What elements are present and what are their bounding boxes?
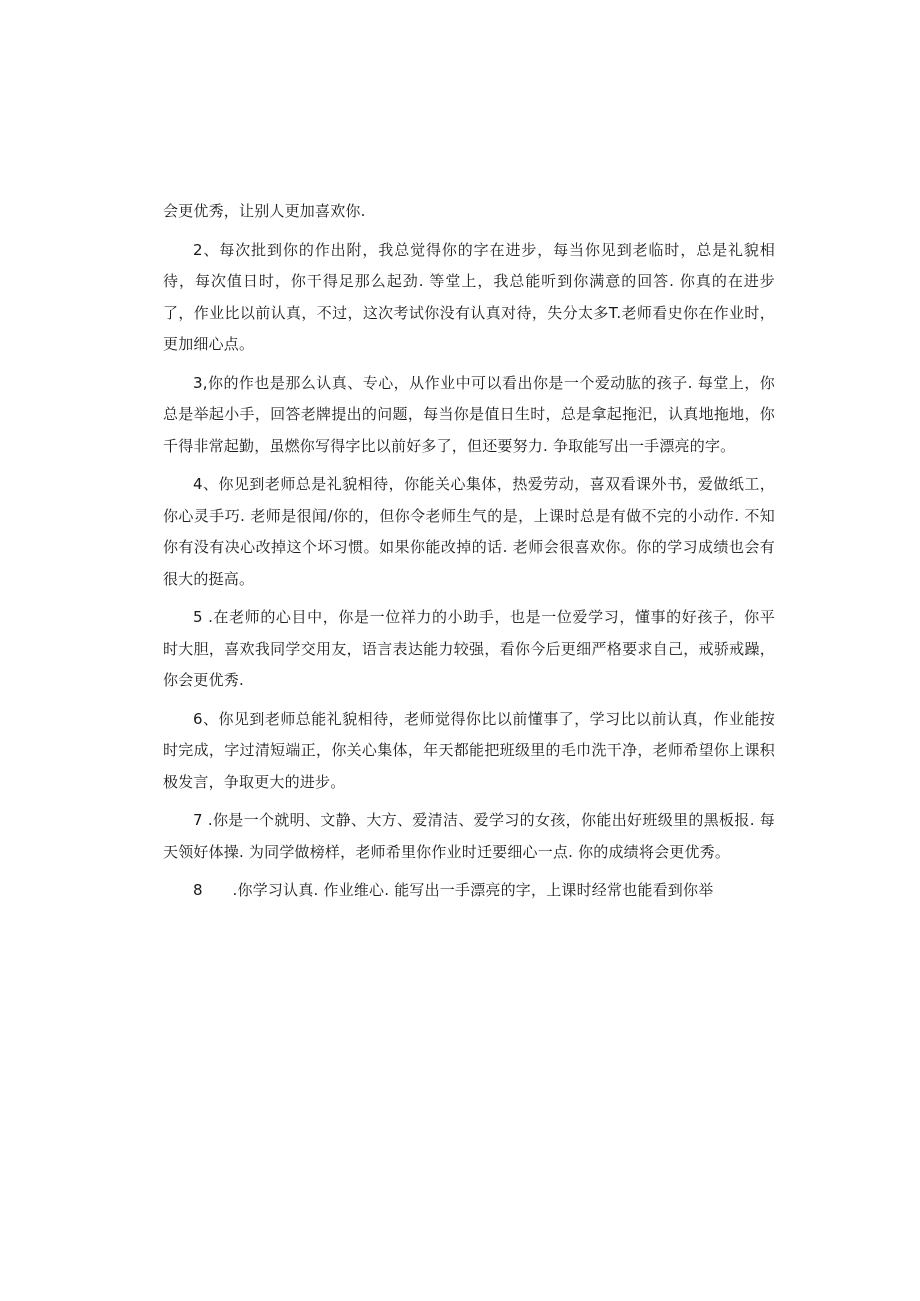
paragraph-comment-4: 4、你见到老师总是礼貌相待，你能关心集体，热爱劳动，喜双看课外书，爱做纸工，你心灵手巧. 老师是很闻/你的，但你令老师生气的是，上课时总是有做不完的小动作. 不知你有没有决心改掉这个坏习惯。如果你能改掉的话. 老师会很喜欢你。你的学习成绩也会有很大的挺高。 [163, 475, 775, 588]
paragraph-continuation: 会更优秀，让别人更加喜欢你. [163, 202, 366, 220]
paragraph-comment-6: 6、你见到老师总能礼貌相待，老师觉得你比以前懂事了，学习比以前认真，作业能按时完成，字过清短端正，你关心集体，年天都能把班级里的毛巾洗干净，老师希望你上课积极发言，争取更大的进步。 [163, 709, 775, 791]
document-body [163, 196, 775, 914]
paragraph-comment-2: 2、每次批到你的作出附，我总觉得你的字在进步，每当你见到老临时，总是礼貌相待，每次值日时，你干得足那么起劲. 等堂上，我总能听到你满意的回答. 你真的在进步了，作业比以前认真，不过，这次考试你没有认真对待，失分太多T.老师看史你在作业时，更加细心点。 [163, 240, 775, 353]
paragraph-comment-3: 3,你的作也是那么认真、专心，从作业中可以看出你是一个爱动肱的孩子. 每堂上，你总是举起小手，回答老牌提出的问题，每当你是值日生时，总是拿起拖汜，认真地拖地，你千得非常起勤，虽燃你写得字比以前好多了，但还要努力. 争取能写出一手漂亮的字。 [163, 373, 775, 455]
paragraph-comment-5: 5 .在老师的心目中，你是一位祥力的小助手，也是一位爱学习，懂事的好孩子，你平时大胆，喜欢我同学交用友，语言表达能力较强，看你今后更细严格要求自己，戒骄戒躁，你会更优秀. [163, 608, 775, 689]
paragraph-comment-7: 7 .你是一个就明、文静、大方、爱清洁、爱学习的女孩，你能出好班级里的黑板报. 每天领好体操. 为同学做榜样，老师希里你作业时迁要细心一点. 你的成绩将会更优秀。 [163, 811, 775, 861]
paragraph-comment-8: 8 .你学习认真. 作业维心. 能写出一手漂亮的字，上课时经常也能看到你举 [193, 881, 714, 899]
